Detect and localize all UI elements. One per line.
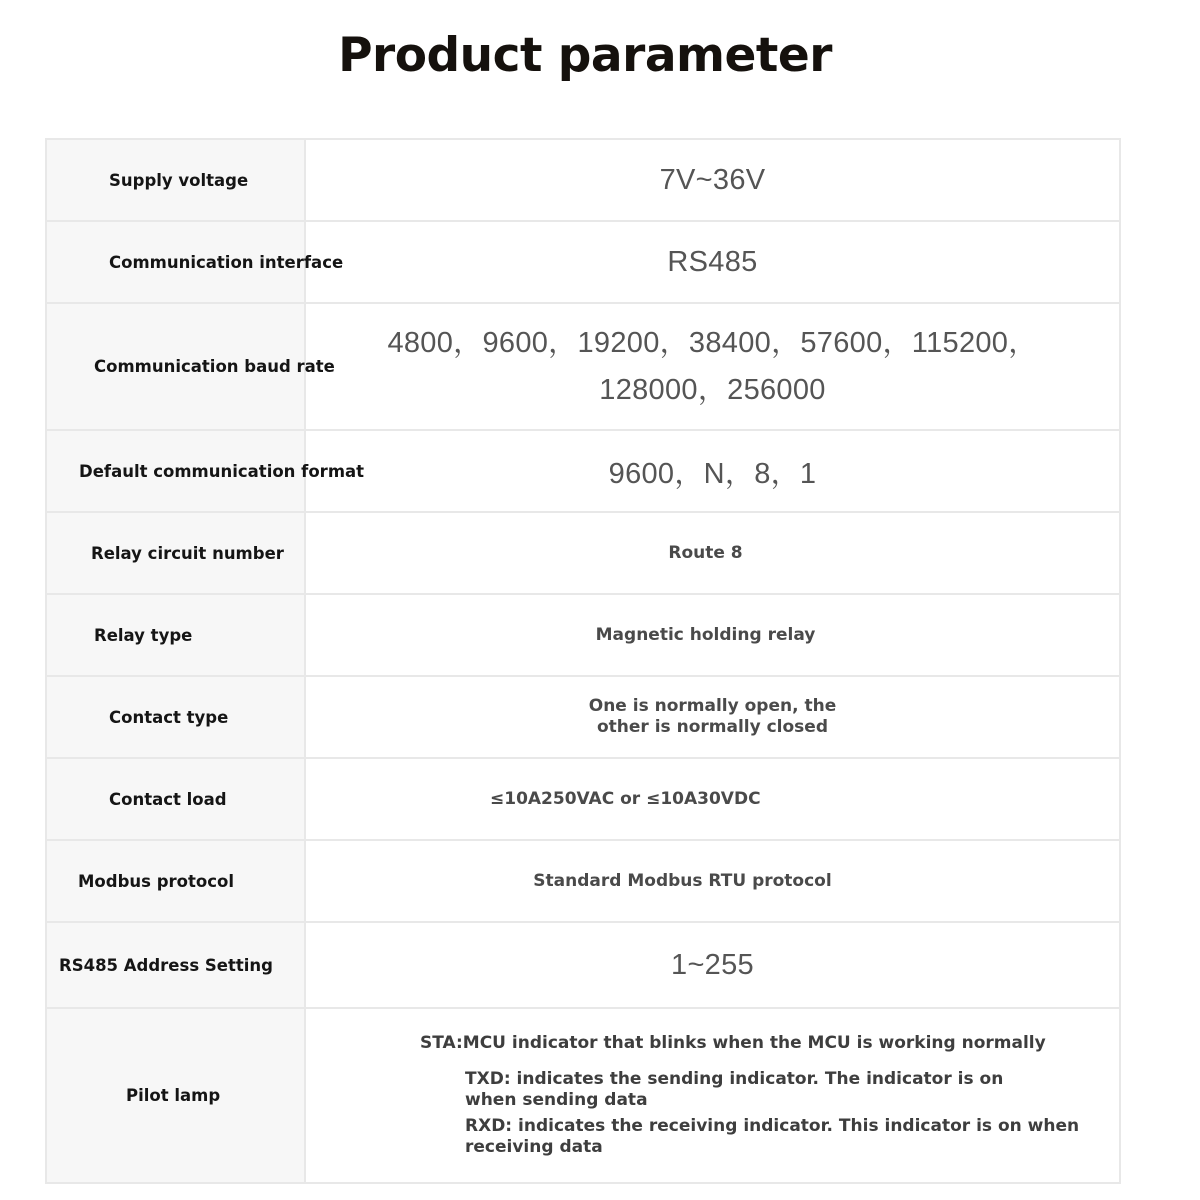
address-label: RS485 Address Setting [59,955,273,975]
table-row [46,1008,1120,1183]
table-row [46,758,1120,840]
modbus-value: Standard Modbus RTU protocol [533,871,832,891]
spec-value-cell [305,303,1120,430]
contact-load-label: Contact load [109,789,227,809]
spec-label-cell [46,676,305,758]
spec-label-cell [46,430,365,512]
table-row [46,840,1120,922]
baud-rate-label: Communication baud rate [94,357,335,376]
spec-label-cell [46,303,335,430]
spec-value-cell [305,1008,1120,1183]
supply-voltage-label: Supply voltage [109,170,249,190]
product-parameter-table [45,138,1121,1184]
comm-interface-value: RS485 [667,245,758,278]
spec-value-cell [305,139,1120,221]
table-row [46,922,1120,1008]
relay-type-label: Relay type [94,625,193,645]
pilot-rxd-line-1: RXD: indicates the receiving indicator. This indicator is on when [465,1116,1080,1136]
table-row [46,221,1120,303]
spec-label-cell [46,221,344,303]
spec-value-cell [305,430,1120,512]
relay-circuit-label: Relay circuit number [91,543,284,563]
spec-value-cell [305,594,1120,676]
pilot-lamp-description [306,1033,1119,1158]
table-row [46,594,1120,676]
spec-label-cell [46,594,305,676]
pilot-lamp-label: Pilot lamp [126,1086,221,1105]
spec-label-cell [46,1008,305,1183]
default-format-label: Default communication format [79,461,365,481]
spec-label-cell [46,139,305,221]
default-format-value: 9600，N，8，1 [608,457,817,490]
modbus-label: Modbus protocol [78,871,234,891]
relay-type-value: Magnetic holding relay [595,625,816,645]
spec-value-cell [305,221,1120,303]
table-row [46,430,1120,512]
address-value: 1~255 [671,948,754,981]
spec-value-cell [305,840,1120,922]
page-title: Product parameter [338,28,832,83]
table-row [46,139,1120,221]
spec-label-cell [46,512,305,594]
baud-rate-line-1: 4800，9600，19200，38400，57600，115200， [387,326,1038,359]
comm-interface-label: Communication interface [109,252,344,272]
table-row [46,676,1120,758]
spec-label-cell [46,758,305,840]
relay-circuit-value: Route 8 [668,543,743,563]
table-row [46,303,1120,430]
spec-label-cell [46,840,305,922]
spec-value-cell [305,922,1120,1008]
pilot-txd-line-2: when sending data [465,1090,648,1110]
pilot-sta-text: STA:MCU indicator that blinks when the MCU is working normally [420,1033,1046,1053]
spec-value-cell [305,676,1120,758]
contact-type-label: Contact type [109,707,229,727]
spec-label-cell [46,922,305,1008]
pilot-rxd-line-2: receiving data [465,1137,603,1157]
spec-value-cell [305,512,1120,594]
spec-value-cell [305,758,1120,840]
contact-type-line-2: other is normally closed [596,717,828,737]
supply-voltage-value: 7V~36V [659,163,766,196]
table-row [46,512,1120,594]
contact-load-value: ≤10A250VAC or ≤10A30VDC [490,789,761,809]
baud-rate-line-2: 128000，256000 [599,373,826,406]
contact-type-line-1: One is normally open, the [588,696,837,716]
pilot-txd-line-1: TXD: indicates the sending indicator. The indicator is on [465,1069,1004,1089]
